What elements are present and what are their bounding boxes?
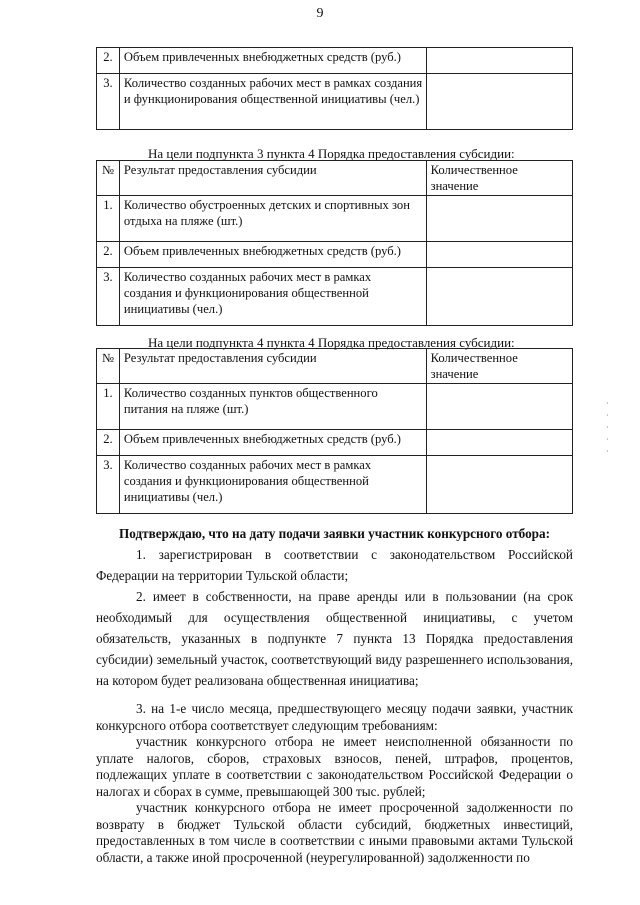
row-number: 3. bbox=[97, 456, 120, 514]
row-value bbox=[426, 242, 572, 268]
header-result: Результат предоставления субсидии bbox=[119, 161, 426, 196]
results-table-subparagraph-3 bbox=[96, 160, 573, 326]
row-result: Количество созданных рабочих мест в рамках создания и функционирования общественной инициативы (чел.) bbox=[119, 268, 426, 326]
results-table-continued bbox=[96, 47, 573, 130]
row-result: Количество созданных пунктов общественного питания на пляже (шт.) bbox=[119, 384, 426, 430]
table-row bbox=[97, 268, 573, 326]
table-header-row bbox=[97, 161, 573, 196]
header-number: № bbox=[97, 161, 120, 196]
confirmation-heading: Подтверждаю, что на дату подачи заявки участник конкурсного отбора: bbox=[118, 526, 551, 541]
table-row bbox=[97, 196, 573, 242]
row-value bbox=[426, 430, 572, 456]
confirmation-item-1: 1. зарегистрирован в соответствии с законодательством Российской Федерации на территории Тульской области; bbox=[96, 547, 573, 583]
confirmation-section bbox=[96, 524, 573, 691]
row-result: Количество обустроенных детских и спортивных зон отдыха на пляже (шт.) bbox=[119, 196, 426, 242]
page-number: 9 bbox=[316, 6, 324, 21]
requirement-budget-debt: участник конкурсного отбора не имеет просроченной задолженности по возврату в бюджет Тульской области субсидий, бюджетных инвестиций, предоставленных в том числе в соответствии с иными правовыми актами Тульской области, а также иной просроченной (неурегулированной) задолженности по bbox=[96, 800, 573, 865]
table-row bbox=[97, 456, 573, 514]
row-number: 3. bbox=[97, 74, 120, 130]
row-number: 2. bbox=[97, 430, 120, 456]
margin-marks: · · · · · bbox=[606, 399, 609, 456]
row-result: Объем привлеченных внебюджетных средств (руб.) bbox=[119, 430, 426, 456]
row-number: 1. bbox=[97, 196, 120, 242]
row-result: Количество созданных рабочих мест в рамках создания и функционирования общественной инициативы (чел.) bbox=[119, 456, 426, 514]
row-number: 3. bbox=[97, 268, 120, 326]
header-value: Количественное значение bbox=[426, 349, 572, 384]
row-value bbox=[426, 268, 572, 326]
requirements-section bbox=[96, 701, 573, 866]
row-result: Объем привлеченных внебюджетных средств (руб.) bbox=[119, 48, 426, 74]
requirement-tax: участник конкурсного отбора не имеет неисполненной обязанности по уплате налогов, сборов, страховых взносов, пеней, штрафов, процентов, подлежащих уплате в соответствии с законодательством Российской Федерации о налогах и сборах в сумме, превышающей 300 тыс. рублей; bbox=[96, 734, 573, 799]
row-value bbox=[426, 384, 572, 430]
confirmation-item-2: 2. имеет в собственности, на праве аренды или в пользовании (на срок необходимый для осуществления общественной инициативы, с учетом обязательств, указанных в подпункте 7 пункта 13 Порядка предоставления субсидии) земельный участок, соответствующий виду разрешеннего использования, на котором будет реализована общественная инициатива; bbox=[96, 589, 573, 688]
row-result: Объем привлеченных внебюджетных средств (руб.) bbox=[119, 242, 426, 268]
row-number: 2. bbox=[97, 242, 120, 268]
table-header-row bbox=[97, 349, 573, 384]
table-row bbox=[97, 242, 573, 268]
results-table-subparagraph-4 bbox=[96, 348, 573, 514]
row-value bbox=[427, 74, 573, 130]
header-result: Результат предоставления субсидии bbox=[119, 349, 426, 384]
table-row bbox=[97, 48, 573, 74]
table-caption: На цели подпункта 4 пункта 4 Порядка предоставления субсидии: bbox=[148, 335, 515, 350]
table-row bbox=[97, 74, 573, 130]
table-row bbox=[97, 384, 573, 430]
table-caption: На цели подпункта 3 пункта 4 Порядка предоставления субсидии: bbox=[148, 146, 515, 161]
header-value: Количественное значение bbox=[426, 161, 572, 196]
header-number: № bbox=[97, 349, 120, 384]
row-number: 2. bbox=[97, 48, 120, 74]
table-row bbox=[97, 430, 573, 456]
row-number: 1. bbox=[97, 384, 120, 430]
row-value bbox=[426, 456, 572, 514]
row-result: Количество созданных рабочих мест в рамках создания и функционирования общественной инициативы (чел.) bbox=[119, 74, 426, 130]
row-value bbox=[427, 48, 573, 74]
confirmation-item-3: 3. на 1-е число месяца, предшествующего месяцу подачи заявки, участник конкурсного отбора соответствует следующим требованиям: bbox=[96, 701, 573, 733]
row-value bbox=[426, 196, 572, 242]
